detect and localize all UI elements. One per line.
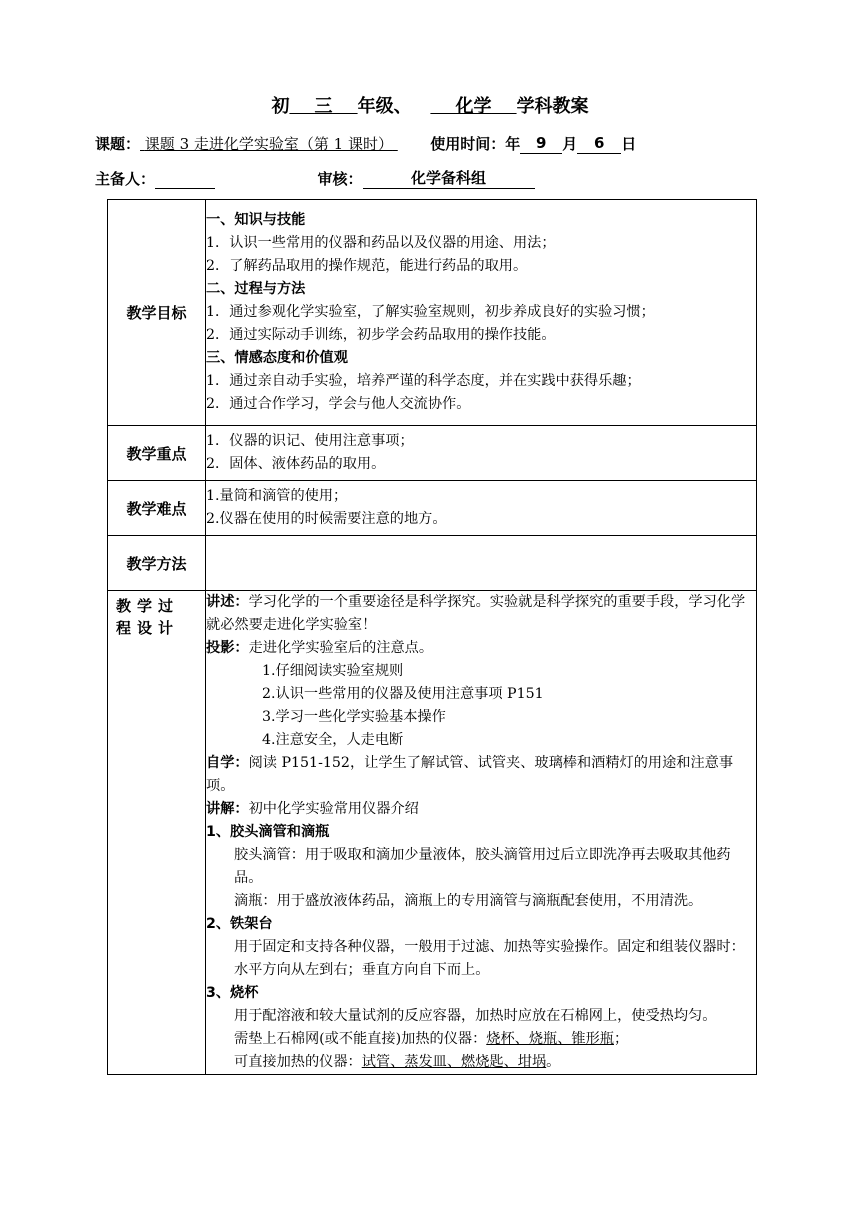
time-label: 使用时间：年 <box>430 135 521 153</box>
title-prefix: 初 <box>271 96 290 117</box>
preparer-line <box>95 168 535 189</box>
section-dropper-text-1: 胶头滴管：用于吸取和滴加少量液体，胶头滴管用过后立即洗净再去吸取其他药品。 <box>234 847 731 886</box>
process-intro: 讲述：学习化学的一个重要途径是科学探究。实验就是科学探究的重要手段，学习化学就必然要走进化学实验室！ <box>206 594 746 633</box>
month-value: 9 <box>520 133 562 154</box>
page-title <box>0 95 860 119</box>
process-projection: 投影：走进化学实验室后的注意点。 <box>206 640 434 656</box>
goals-label: 教学目标 <box>108 200 206 426</box>
difficulties-line-1: 1.量筒和滴管的使用； <box>206 488 348 504</box>
goals-heading-process: 二、过程与方法 <box>206 281 306 297</box>
process-self-study: 自学：阅读 P151-152，让学生了解试管、试管夹、玻璃棒和酒精灯的用途和注意事项。 <box>206 755 734 794</box>
section-dropper-text-2: 滴瓶：用于盛放液体药品，滴瓶上的专用滴管与滴瓶配套使用，不用清洗。 <box>234 893 703 909</box>
projection-item: 3.学习一些化学实验基本操作 <box>262 709 446 725</box>
month-label: 月 <box>562 135 578 153</box>
goals-process-2: 2．通过实际动手训练，初步学会药品取用的操作技能。 <box>206 327 556 343</box>
section-dropper-title: 1、胶头滴管和滴瓶 <box>206 824 330 840</box>
goals-content <box>206 200 757 426</box>
process-row <box>108 591 757 1075</box>
topic-label: 课题： <box>95 135 141 153</box>
section-stand-title: 2、铁架台 <box>206 916 273 932</box>
keypoints-content <box>206 426 757 481</box>
day-value: 6 <box>577 133 621 154</box>
goals-attitude-2: 2．通过合作学习，学会与他人交流协作。 <box>206 396 471 412</box>
title-subject: 化学 <box>455 96 492 117</box>
goals-process-1: 1．通过参观化学实验室，了解实验室规则，初步养成良好的实验习惯； <box>206 304 655 320</box>
projection-item: 4.注意安全，人走电断 <box>262 732 404 748</box>
preparer-label: 主备人： <box>95 170 156 188</box>
process-content <box>206 591 757 1075</box>
section-beaker-title: 3、烧杯 <box>206 985 259 1001</box>
projection-item: 1.仔细阅读实验室规则 <box>262 663 404 679</box>
keypoints-line-2: 2．固体、液体药品的取用。 <box>206 456 386 472</box>
title-mid: 年级、 <box>357 96 412 117</box>
title-suffix: 学科教案 <box>516 96 589 117</box>
keypoints-line-1: 1．仪器的识记、使用注意事项； <box>206 433 414 449</box>
goals-knowledge-2: 2．了解药品取用的操作规范，能进行药品的取用。 <box>206 258 528 274</box>
reviewer-label: 审核： <box>317 170 363 188</box>
topic-line <box>95 133 636 154</box>
section-stand-text: 用于固定和支持各种仪器，一般用于过滤、加热等实验操作。固定和组装仪器时：水平方向从左到右；垂直方向自下而上。 <box>234 939 745 978</box>
difficulties-row <box>108 481 757 536</box>
topic-value: 课题 3 走进化学实验室（第 1 课时） <box>144 135 393 153</box>
section-beaker-direct: 可直接加热的仪器：试管、蒸发皿、燃烧匙、坩埚。 <box>234 1054 561 1070</box>
goals-heading-attitude: 三、情感态度和价值观 <box>206 350 348 366</box>
section-beaker-text: 用于配溶液和较大量试剂的反应容器，加热时应放在石棉网上，使受热均匀。 <box>234 1008 717 1024</box>
process-label: 教学过程设计 <box>108 591 206 1075</box>
goals-row <box>108 200 757 426</box>
process-explain: 讲解：初中化学实验常用仪器介绍 <box>206 801 419 817</box>
goals-heading-knowledge: 一、知识与技能 <box>206 212 306 228</box>
preparer-blank <box>155 170 215 189</box>
goals-knowledge-1: 1．认识一些常用的仪器和药品以及仪器的用途、用法； <box>206 235 556 251</box>
methods-row <box>108 536 757 591</box>
difficulties-line-2: 2.仪器在使用的时候需要注意的地方。 <box>206 511 447 527</box>
reviewer-value: 化学备科组 <box>363 168 535 189</box>
difficulties-label: 教学难点 <box>108 481 206 536</box>
lesson-plan-table <box>107 199 757 1075</box>
difficulties-content <box>206 481 757 536</box>
title-grade: 三 <box>314 96 333 117</box>
projection-item: 2.认识一些常用的仪器及使用注意事项 P151 <box>262 686 544 702</box>
goals-attitude-1: 1．通过亲自动手实验，培养严谨的科学态度，并在实践中获得乐趣； <box>206 373 641 389</box>
day-label: 日 <box>621 135 637 153</box>
methods-label: 教学方法 <box>108 536 206 591</box>
methods-content <box>206 536 757 591</box>
keypoints-row <box>108 426 757 481</box>
keypoints-label: 教学重点 <box>108 426 206 481</box>
section-beaker-gauze: 需垫上石棉网(或不能直接)加热的仪器：烧杯、烧瓶、锥形瓶； <box>234 1031 629 1047</box>
